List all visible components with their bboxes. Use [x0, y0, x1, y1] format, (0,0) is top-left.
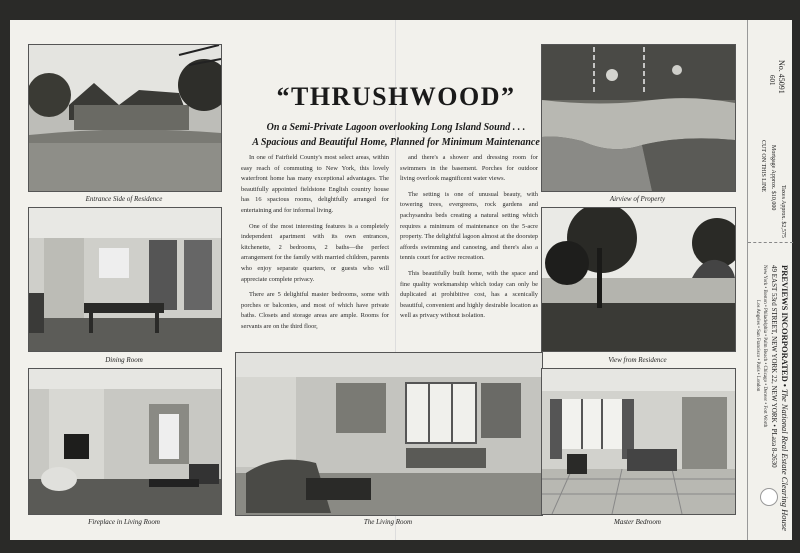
taxes-label — [780, 185, 786, 238]
mortgage-text: Mortgage Approx. $10,000 — [770, 145, 776, 211]
photo-entrance — [28, 44, 222, 192]
side-code — [768, 75, 776, 86]
address-separator: • — [770, 424, 778, 427]
body-paragraph: There are 5 delightful master bedrooms, some with porches or balconies, and most of which have private baths. Closets and storage areas are ample. Rooms for servants are on the third floor, — [241, 291, 389, 330]
offices-line-2 — [755, 300, 760, 391]
listing-number: No. 45091 — [777, 60, 786, 94]
body-paragraph: In one of Fairfield County's most select areas, within easy reach of commuting to New York, this lovely waterfront home has many exceptional advantages. The beautifully appointed fieldstone English country house has 16 spacious rooms, delightfully arranged for entertaining and for informal living. — [241, 154, 389, 214]
caption-bedroom: Master Bedroom — [614, 518, 661, 526]
caption-entrance: Entrance Side of Residence — [85, 195, 163, 203]
cut-line-label — [760, 140, 766, 192]
caption-living-room: The Living Room — [363, 518, 413, 526]
caption-fireplace: Fireplace in Living Room — [88, 518, 160, 526]
photo-fireplace — [28, 368, 222, 515]
taxes-text: Taxes Approx. $2,575 — [780, 185, 786, 238]
mortgage-label — [770, 145, 776, 210]
side-strip — [747, 20, 793, 540]
body-column-left — [241, 153, 389, 338]
cut-line-text: CUT ON THIS LINE — [760, 140, 766, 192]
photo-living-room — [235, 352, 543, 516]
photo-bedroom — [541, 368, 736, 515]
caption-dining: Dining Room — [105, 356, 143, 364]
page-title: “THRUSHWOOD” — [276, 82, 516, 111]
listing-code: 601 — [768, 75, 776, 86]
offices-text-2: Los Angeles • San Francisco • Paris • London — [755, 300, 760, 392]
subtitle-line-1: On a Semi-Private Lagoon overlooking Long Island Sound . . . — [266, 122, 526, 133]
company-tagline: The National Real Estate Clearing House — [780, 388, 790, 531]
company-address: 49 EAST 53rd STREET, NEW YORK 22, NEW YORK — [770, 265, 778, 423]
offices-text-1: New York • Boston • Philadelphia • Palm Beach • Chicago • Denver • Fort Worth — [762, 265, 767, 428]
company-name: PREVIEWS INCORPORATED — [780, 265, 790, 382]
address-block — [770, 265, 778, 468]
company-phone: PLaza 8-2630 — [770, 428, 778, 468]
body-paragraph: The setting is one of unusual beauty, with towering trees, evergreens, rock gardens and pachysandra beds creating a natural setting which requires a minimum of maintenance on the 5-acre property. The delightful lagoon almost at the doorstep affords swimming and canoeing, and there's also a tennis court for active recreation. — [400, 190, 538, 262]
punch-hole — [760, 488, 778, 506]
caption-airview: Airview of Property — [609, 195, 666, 203]
photo-airview — [541, 44, 736, 192]
body-column-right — [400, 153, 538, 327]
body-paragraph: and there's a shower and dressing room for swimmers in the basement. Porches for outdoor living overlook magnificent water views. — [400, 154, 538, 183]
cut-line — [748, 242, 793, 243]
side-number — [777, 60, 786, 94]
caption-view: View from Residence — [608, 356, 667, 364]
company-block — [780, 265, 790, 531]
body-paragraph: This beautifully built home, with the space and fine quality workmanship which today can only be duplicated at prohibitive cost, has a scenically beautiful, convenient and highly desirable location as well as privacy without isolation. — [400, 269, 538, 320]
offices-line-1 — [762, 265, 767, 427]
company-separator: • — [780, 383, 790, 387]
brochure-sheet — [10, 20, 792, 540]
subtitle-line-2: A Spacious and Beautiful Home, Planned for Minimum Maintenance — [252, 137, 540, 148]
photo-dining — [28, 207, 222, 352]
photo-view — [541, 207, 736, 352]
body-paragraph: One of the most interesting features is a completely independent apartment with its own entrances, kitchenette, 2 bedrooms, 2 baths—the perfect arrangement for the family with married children, parents who enjoy separate quarters, or guests who will appreciate complete privacy. — [241, 222, 389, 283]
